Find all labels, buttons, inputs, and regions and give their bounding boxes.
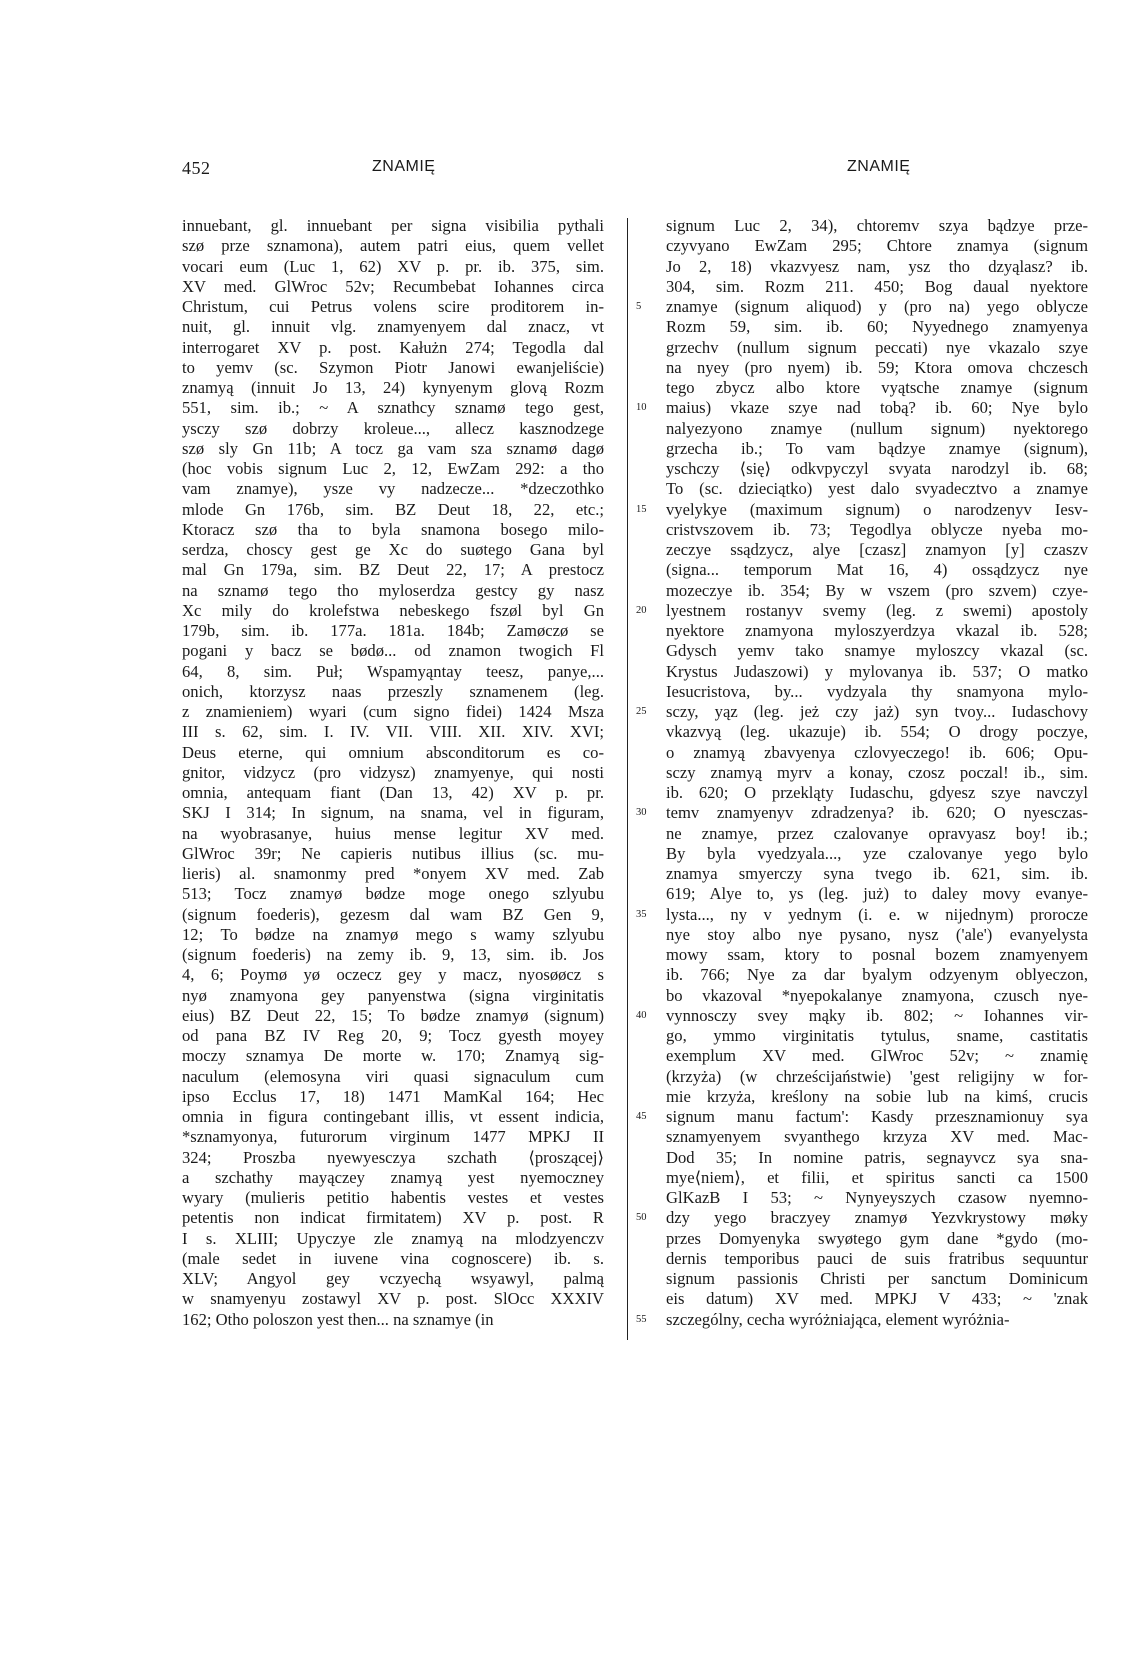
text-line: mal Gn 179a, sim. BZ Deut 22, 17; A prestocz (182, 560, 604, 580)
text-line: 162; Otho poloszon yest then... na sznamye (in (182, 1309, 494, 1329)
text-line: cristvszovem ib. 73; Tegodlya oblycze nyeba mo- (666, 519, 1088, 539)
text-line: 179b, sim. ib. 177a. 181a. 184b; Zamøczø se (182, 621, 604, 640)
text-line: omnia in figura contingebant illis, vt essent indicia, (182, 1107, 604, 1126)
text-line: go, ymmo virginitatis tytulus, sname, castitatis (666, 1026, 1088, 1045)
text-line: Krystus Judaszowi) y mylovanya ib. 537; O matko (666, 661, 1088, 681)
text-line: szø prze sznamona), autem patri eius, quem vellet (182, 236, 604, 256)
text-line: pogani y bacz se bødø... od znamon twogich Fl (182, 641, 604, 661)
text-line: By byla vyedzyala..., yze czalovanye yego bylo (666, 843, 1088, 863)
text-line: (krzyża) (w chrześcijaństwie) 'gest religijny w for- (666, 1066, 1088, 1086)
text-line: grzechv (nullum signum peccati) nye vkazalo szye (666, 337, 1088, 357)
text-line: a szchathy mayączey znamyą yest nyemoczney (182, 1167, 604, 1187)
text-line: onich, ktorzysz naas przeszly sznamenem (leg. (182, 681, 604, 701)
text-line: Iesucristova, by... vydzyala thy snamyona mylo- (666, 681, 1088, 701)
text-line: exemplum XV med. GlWroc 52v; ~ znamię (666, 1046, 1088, 1066)
line-number: 55 (636, 1313, 647, 1325)
text-line: Ktoracz szø tha to byla snamona bosego milo- (182, 519, 604, 539)
text-line: bo vkazoval *nyepokalanye znamyona, czusch nye- (666, 985, 1088, 1005)
line-number: 30 (636, 807, 647, 819)
text-line: 4, 6; Poymø yø oczecz gey y macz, nyosøøcz s (182, 965, 604, 985)
left-column (182, 216, 604, 1330)
text-line: znamye (signum aliquod) y (pro na) yego oblycze (666, 297, 1088, 316)
text-line: sznamyenyem svyanthego krzyza XV med. Mac- (666, 1127, 1088, 1147)
text-line: tego zbycz albo ktore vyątsche znamye (signum (666, 378, 1088, 397)
text-line: o znamyą zbavyenya czlovyeczego! ib. 606; Opu- (666, 742, 1088, 762)
line-number: 50 (636, 1212, 647, 1224)
text-line: GlKazB I 53; ~ Nynyeyszych czasow nyemno- (666, 1188, 1088, 1207)
text-line: (male sedet in iuvene vina cognoscere) ib. s. (182, 1248, 604, 1268)
line-number: 35 (636, 908, 647, 920)
text-line: signum passionis Christi per sanctum Dominicum (666, 1269, 1088, 1288)
text-line: vkazvyą (leg. ukazuje) ib. 554; O drogy poczye, (666, 722, 1088, 742)
text-line: Christum, cui Petrus volens scire proditorem in- (182, 297, 604, 316)
text-line: na nyey (pro nyem) ib. 59; Ktora omova chczesch (666, 357, 1088, 377)
text-line: ysczy szø dobrzy kroleue..., allecz kasznodzege (182, 418, 604, 438)
text-line: mowy ssam, ktory to posnal bozem znamyenyem (666, 945, 1088, 964)
text-line: czyvyano EwZam 295; Chtore znamya (signum (666, 236, 1088, 256)
text-line: na wyobrasanye, huius mense legitur XV med. (182, 823, 604, 843)
text-line: lysta..., ny v yednym (i. e. w nijednym) prorocze (666, 904, 1088, 924)
text-line: eis datum) XV med. MPKJ V 433; ~ 'znak (666, 1289, 1088, 1309)
line-number: 10 (636, 402, 647, 414)
text-line: zeczye ssądzycz, alye [czasz] znamyon [y] czaszv (666, 540, 1088, 559)
text-line: w snamyenyu zostawyl XV p. post. SlOcc XXXIV (182, 1289, 604, 1309)
text-line: maius) vkaze szye nad tobą? ib. 60; Nye bylo (666, 398, 1088, 418)
text-line: 619; Alye to, ys (leg. już) to daley movy evanye- (666, 884, 1088, 904)
text-line: ib. 766; Nye za dar byalym odzyenym oblyeczon, (666, 965, 1088, 985)
text-line: XLV; Angyol gey vczyechą wsyawyl, palmą (182, 1269, 604, 1288)
text-line: serdza, choscy gest ge Xc do suøtego Gana byl (182, 540, 604, 559)
text-line: mie krzyża, kreślony na sobie lub na kimś, crucis (666, 1086, 1088, 1106)
text-line: vyelykye (maximum signum) o narodzenyv Iesv- (666, 499, 1088, 519)
text-line: eius) BZ Deut 22, 15; To bødze znamyø (signum) (182, 1005, 604, 1025)
text-line: III s. 62, sim. I. IV. VII. VIII. XII. XIV. XVI; (182, 722, 604, 742)
text-line: dzy yego braczyey znamyø Yezvkrystowy møky (666, 1208, 1088, 1228)
text-line: signum Luc 2, 34), chtoremv szya bądzye prze- (666, 216, 1088, 235)
text-line: sczy, yąz (leg. jeż czy jaż) syn tvoy... Iudaschovy (666, 702, 1088, 721)
text-line: nye stoy albo nye pysano, nysz ('ale') evanyelysta (666, 924, 1088, 944)
text-line: moczy sznamya De morte w. 170; Znamyą sig- (182, 1046, 604, 1066)
text-line: szø sly Gn 11b; A tocz ga vam sza sznamø dagø (182, 438, 604, 458)
text-line: (signum foederis), gezesm dal wam BZ Gen 9, (182, 904, 604, 924)
text-line: 324; Proszba nyewyesczya szchath ⟨proszącej⟩ (182, 1147, 604, 1167)
text-line: na sznamø tego tho myloserdza gestcy gy nasz (182, 580, 604, 600)
text-line: *sznamyonya, futurorum virginum 1477 MPKJ II (182, 1127, 604, 1147)
text-line: ib. 620; O przekląty Iudaschu, gdyesz szye navczyl (666, 783, 1088, 802)
text-line: lyestnem rostanyv svemy (leg. z swemi) apostoly (666, 600, 1088, 620)
line-number: 25 (636, 706, 647, 717)
text-line: interrogaret XV p. post. Kałużn 274; Tegodla dal (182, 337, 604, 357)
text-line: nalyezyono znamye (nullum signum) nyektorego (666, 418, 1088, 438)
text-line: SKJ I 314; In signum, na snama, vel in figuram, (182, 803, 604, 823)
line-number: 15 (636, 503, 647, 515)
text-line: I s. XLIII; Upyczye zle znamyą na mlodzyenczv (182, 1228, 604, 1248)
text-line: vocari eum (Luc 1, 62) XV p. pr. ib. 375, sim. (182, 256, 604, 276)
text-line: vynnosczy svey mąky ib. 802; ~ Iohannes vir- (666, 1005, 1088, 1025)
line-number: 20 (636, 604, 647, 616)
column-divider (627, 218, 628, 1340)
text-line: yschczy ⟨się⟩ odkvpyczyl svyata narodzyl ib. 68; (666, 459, 1088, 478)
text-line: nyektore znamyona myloszyerdzya vkazal ib. 528; (666, 621, 1088, 640)
text-line: (signa... temporum Mat 16, 4) ossądzycz nye (666, 560, 1088, 580)
text-line: Jo 2, 18) vkazvyesz nam, ysz tho dzyąlasz? ib. (666, 256, 1088, 276)
text-line: ne znamye, przez czalovanye opravyasz boy! ib.; (666, 823, 1088, 843)
text-line: nyø znamyona gey panyenstwa (signa virginitatis (182, 985, 604, 1005)
text-line: Dod 35; In nomine patris, segnayvcz sya sna- (666, 1147, 1088, 1167)
text-line: znamya smyerczy syna tvego ib. 621, sim. ib. (666, 864, 1088, 883)
text-line: sczy znamyą myrv a konay, czosz poczal! ib., sim. (666, 762, 1088, 782)
text-line: 551, sim. ib.; ~ A sznathcy sznamø tego gest, (182, 398, 604, 418)
text-line: nuit, gl. innuit vlg. znamyenyem dal znacz, vt (182, 317, 604, 337)
text-line: temv znamyenyv zdradzenya? ib. 620; O nyesczas- (666, 803, 1088, 823)
text-line: 64, 8, sim. Puł; Wspamyąntay teesz, panye,... (182, 661, 604, 681)
text-line: mlode Gn 176b, sim. BZ Deut 18, 22, etc.; (182, 499, 604, 519)
text-line: 304, sim. Rozm 211. 450; Bog daual nyektore (666, 276, 1088, 296)
text-line: vam znamye), ysze vy nadzecze... *dzeczothko (182, 479, 604, 499)
text-line: wyary (mulieris petitio habentis vestes et vestes (182, 1188, 604, 1207)
text-line: to yemv (sc. Szymon Piotr Janowi ewanjeliście) (182, 357, 604, 377)
text-line: ipso Ecclus 17, 18) 1471 MamKal 164; Hec (182, 1086, 604, 1106)
text-line: gnitor, vidzycz (pro vidzysz) znamyenye, qui nosti (182, 762, 604, 782)
text-line: omnia, antequam fiant (Dan 13, 42) XV p. pr. (182, 783, 604, 802)
text-line: grzecha ib.; To vam bądzye znamye (signum), (666, 438, 1088, 458)
text-line: mozeczye ib. 354; By w vszem (pro szvem) czye- (666, 580, 1088, 600)
text-line: Rozm 59, sim. ib. 60; Nyyednego znamyenya (666, 317, 1088, 337)
line-number: 45 (636, 1111, 647, 1122)
text-line: innuebant, gl. innuebant per signa visibilia pythali (182, 216, 604, 235)
text-line: mye⟨niem⟩, et filii, et spiritus sancti ca 1500 (666, 1167, 1088, 1187)
text-line: znamyą (innuit Jo 13, 24) kynyenym glovą Rozm (182, 378, 604, 397)
running-head-left: ZNAMIĘ (372, 158, 436, 175)
text-line: petentis non indicat firmitatem) XV p. post. R (182, 1208, 604, 1228)
text-line: XV med. GlWroc 52v; Recumbebat Iohannes circa (182, 276, 604, 296)
line-number: 5 (636, 301, 642, 312)
text-line: naculum (elemosyna viri quasi signaculum cum (182, 1066, 604, 1086)
text-line: signum manu factum': Kasdy przesznamionuy sya (666, 1107, 1088, 1126)
line-number: 40 (636, 1009, 647, 1021)
text-line: Gdysch yemv tako snamye myloszcy vkazal (sc. (666, 641, 1088, 661)
text-line: lieris) al. snamonmy pred *onyem XV med. Zab (182, 864, 604, 883)
text-line: To (sc. dzieciątko) yest dalo svyadecztvo a znamye (666, 479, 1088, 499)
right-column (666, 216, 1088, 1330)
text-line: 513; Tocz znamyø bødze moge onego szlyubu (182, 884, 604, 904)
running-head-right: ZNAMIĘ (847, 158, 911, 175)
text-line: z znamieniem) wyari (cum signo fidei) 1424 Msza (182, 702, 604, 721)
text-line: (hoc vobis signum Luc 2, 12, EwZam 292: a tho (182, 459, 604, 478)
page-number: 452 (182, 158, 211, 178)
text-line: Deus eterne, qui omnium absconditorum es co- (182, 742, 604, 762)
text-line: przes Domyenyka swyøtego gym dane *gydo (mo- (666, 1228, 1088, 1248)
text-line: dernis temporibus pauci de suis fratribus sequuntur (666, 1248, 1088, 1268)
text-line: szczególny, cecha wyróżniająca, element wyróżnia- (666, 1309, 1010, 1329)
text-line: Xc mily do krolefstwa nebeskego fszøl byl Gn (182, 600, 604, 620)
text-line: (signum foederis) na zemy ib. 9, 13, sim. ib. Jos (182, 945, 604, 964)
text-line: GlWroc 39r; Ne capieris nutibus illius (sc. mu- (182, 843, 604, 863)
text-line: od pana BZ IV Reg 20, 9; Tocz gyesth moyey (182, 1026, 604, 1045)
text-line: 12; To bødze na znamyø mego s wamy szlyubu (182, 924, 604, 944)
